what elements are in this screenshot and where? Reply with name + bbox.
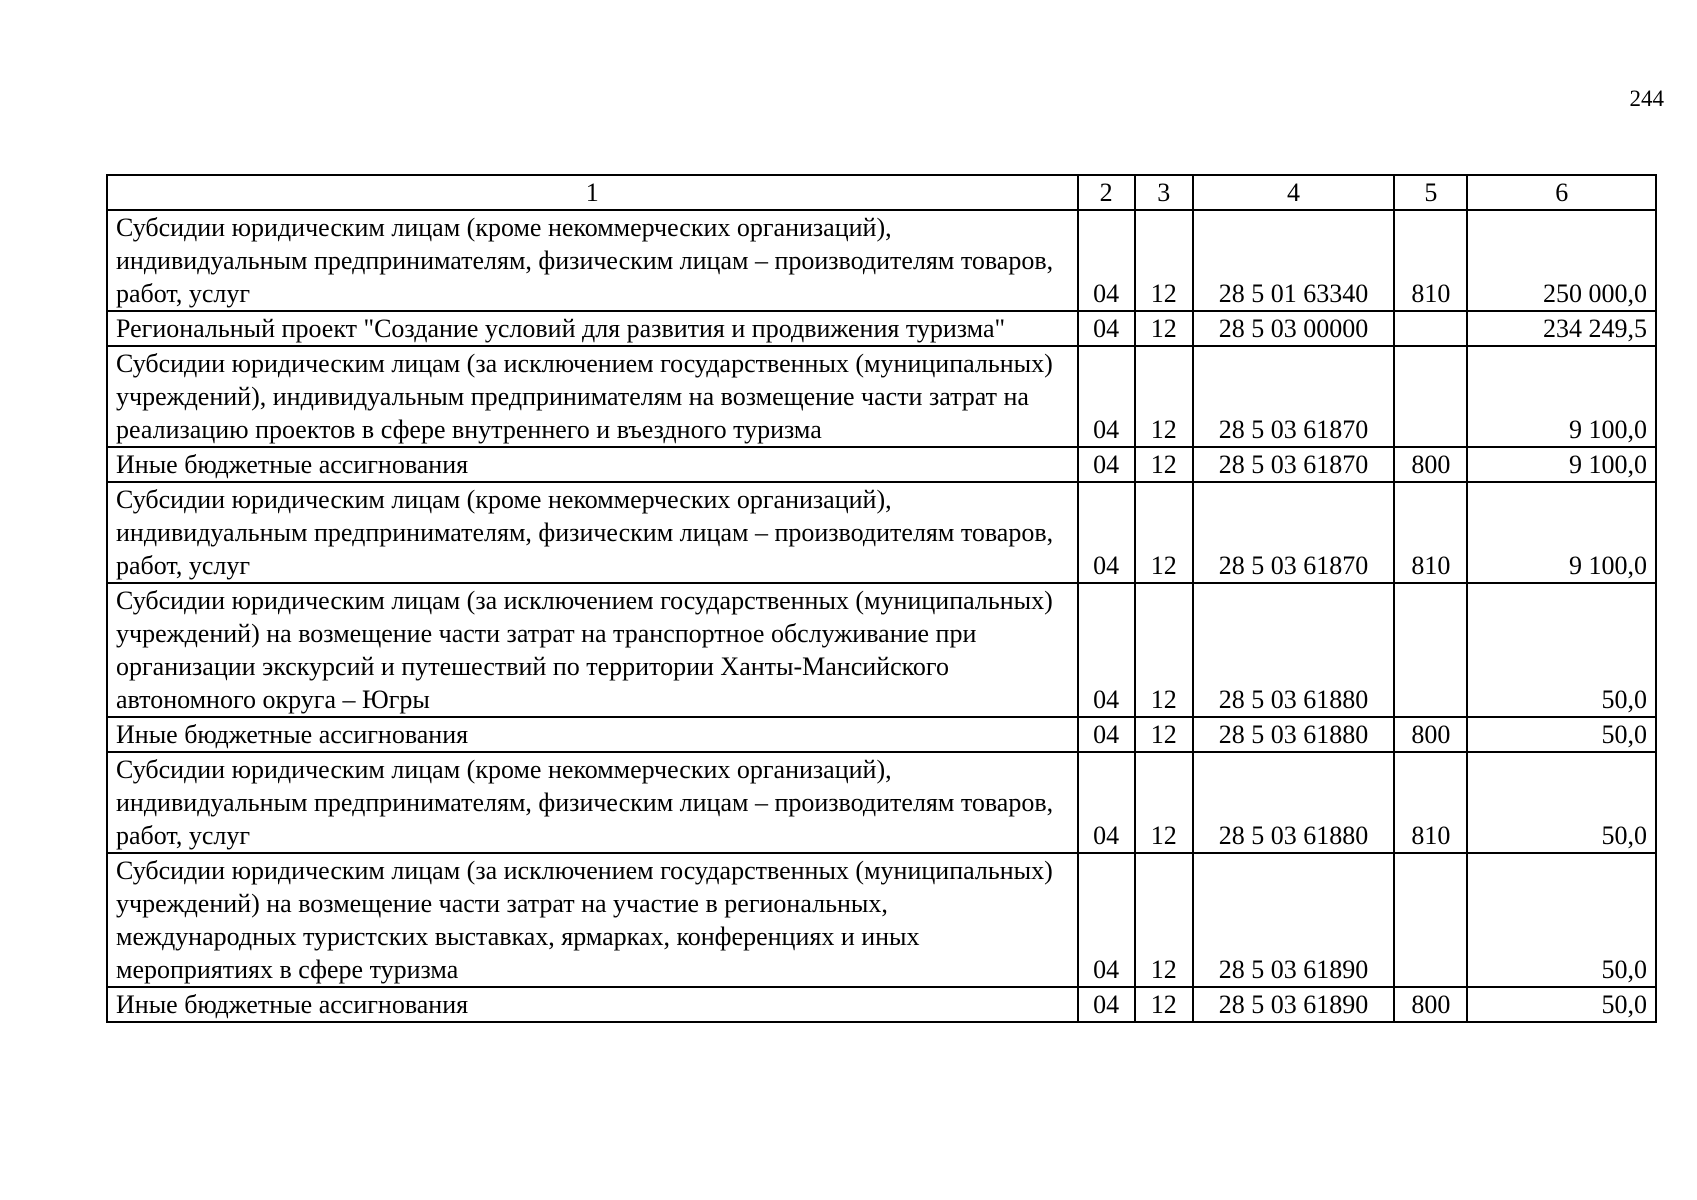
row-name: Субсидии юридическим лицам (кроме некоммерческих организаций), индивидуальным предпринимателям, физическим лицам – производителям товаров, работ, услуг xyxy=(107,482,1078,583)
row-code: 28 5 03 61870 xyxy=(1193,346,1395,447)
table-row xyxy=(107,583,1656,717)
row-amount: 50,0 xyxy=(1467,987,1656,1022)
row-col-2: 04 xyxy=(1078,853,1135,987)
row-code: 28 5 03 61880 xyxy=(1193,583,1395,717)
header-cell-6: 6 xyxy=(1467,175,1656,210)
table-row xyxy=(107,447,1656,482)
row-col-2: 04 xyxy=(1078,583,1135,717)
row-name: Региональный проект "Создание условий для развития и продвижения туризма" xyxy=(107,311,1078,346)
row-type: 810 xyxy=(1394,752,1467,853)
row-type xyxy=(1394,311,1467,346)
row-col-3: 12 xyxy=(1135,311,1193,346)
row-code: 28 5 03 61890 xyxy=(1193,987,1395,1022)
table-row xyxy=(107,210,1656,311)
row-amount: 9 100,0 xyxy=(1467,482,1656,583)
row-name: Субсидии юридическим лицам (за исключением государственных (муниципальных) учреждений), индивидуальным предпринимателям на возмещение части затрат на реализацию проектов в сфере внутреннего и въездного туризма xyxy=(107,346,1078,447)
page-number: 244 xyxy=(1629,86,1664,111)
row-name: Субсидии юридическим лицам (кроме некоммерческих организаций), индивидуальным предпринимателям, физическим лицам – производителям товаров, работ, услуг xyxy=(107,752,1078,853)
row-amount: 234 249,5 xyxy=(1467,311,1656,346)
row-col-3: 12 xyxy=(1135,482,1193,583)
row-col-3: 12 xyxy=(1135,717,1193,752)
row-type xyxy=(1394,583,1467,717)
row-col-2: 04 xyxy=(1078,447,1135,482)
row-name: Иные бюджетные ассигнования xyxy=(107,717,1078,752)
row-col-3: 12 xyxy=(1135,987,1193,1022)
row-code: 28 5 01 63340 xyxy=(1193,210,1395,311)
header-cell-4: 4 xyxy=(1193,175,1395,210)
row-code: 28 5 03 61870 xyxy=(1193,447,1395,482)
row-type xyxy=(1394,853,1467,987)
row-col-2: 04 xyxy=(1078,210,1135,311)
header-cell-5: 5 xyxy=(1394,175,1467,210)
row-type: 810 xyxy=(1394,210,1467,311)
row-amount: 50,0 xyxy=(1467,583,1656,717)
header-row xyxy=(107,175,1656,210)
row-code: 28 5 03 61870 xyxy=(1193,482,1395,583)
table-row xyxy=(107,311,1656,346)
table-row xyxy=(107,717,1656,752)
row-name: Субсидии юридическим лицам (за исключением государственных (муниципальных) учреждений) на возмещение части затрат на участие в региональных, международных туристских выставках, ярмарках, конференциях и иных мероприятиях в сфере туризма xyxy=(107,853,1078,987)
row-col-2: 04 xyxy=(1078,482,1135,583)
row-type: 800 xyxy=(1394,987,1467,1022)
row-code: 28 5 03 61880 xyxy=(1193,717,1395,752)
row-col-2: 04 xyxy=(1078,752,1135,853)
row-col-3: 12 xyxy=(1135,853,1193,987)
row-col-3: 12 xyxy=(1135,752,1193,853)
table-row xyxy=(107,346,1656,447)
row-amount: 50,0 xyxy=(1467,752,1656,853)
row-name: Иные бюджетные ассигнования xyxy=(107,447,1078,482)
header-cell-3: 3 xyxy=(1135,175,1193,210)
row-name: Субсидии юридическим лицам (кроме некоммерческих организаций), индивидуальным предпринимателям, физическим лицам – производителям товаров, работ, услуг xyxy=(107,210,1078,311)
row-amount: 250 000,0 xyxy=(1467,210,1656,311)
row-col-3: 12 xyxy=(1135,583,1193,717)
row-col-2: 04 xyxy=(1078,717,1135,752)
row-code: 28 5 03 61890 xyxy=(1193,853,1395,987)
row-col-2: 04 xyxy=(1078,346,1135,447)
budget-table xyxy=(106,174,1657,1023)
row-col-3: 12 xyxy=(1135,210,1193,311)
row-amount: 9 100,0 xyxy=(1467,447,1656,482)
table-row xyxy=(107,987,1656,1022)
header-cell-1: 1 xyxy=(107,175,1078,210)
row-code: 28 5 03 00000 xyxy=(1193,311,1395,346)
row-col-2: 04 xyxy=(1078,987,1135,1022)
row-amount: 50,0 xyxy=(1467,717,1656,752)
row-type: 800 xyxy=(1394,447,1467,482)
row-type: 810 xyxy=(1394,482,1467,583)
row-amount: 50,0 xyxy=(1467,853,1656,987)
table-row xyxy=(107,482,1656,583)
row-type xyxy=(1394,346,1467,447)
header-cell-2: 2 xyxy=(1078,175,1135,210)
table-row xyxy=(107,752,1656,853)
row-name: Иные бюджетные ассигнования xyxy=(107,987,1078,1022)
row-amount: 9 100,0 xyxy=(1467,346,1656,447)
row-code: 28 5 03 61880 xyxy=(1193,752,1395,853)
row-col-3: 12 xyxy=(1135,346,1193,447)
row-col-2: 04 xyxy=(1078,311,1135,346)
row-type: 800 xyxy=(1394,717,1467,752)
table-row xyxy=(107,853,1656,987)
row-name: Субсидии юридическим лицам (за исключением государственных (муниципальных) учреждений) на возмещение части затрат на транспортное обслуживание при организации экскурсий и путешествий по территории Ханты-Мансийского автономного округа – Югры xyxy=(107,583,1078,717)
row-col-3: 12 xyxy=(1135,447,1193,482)
